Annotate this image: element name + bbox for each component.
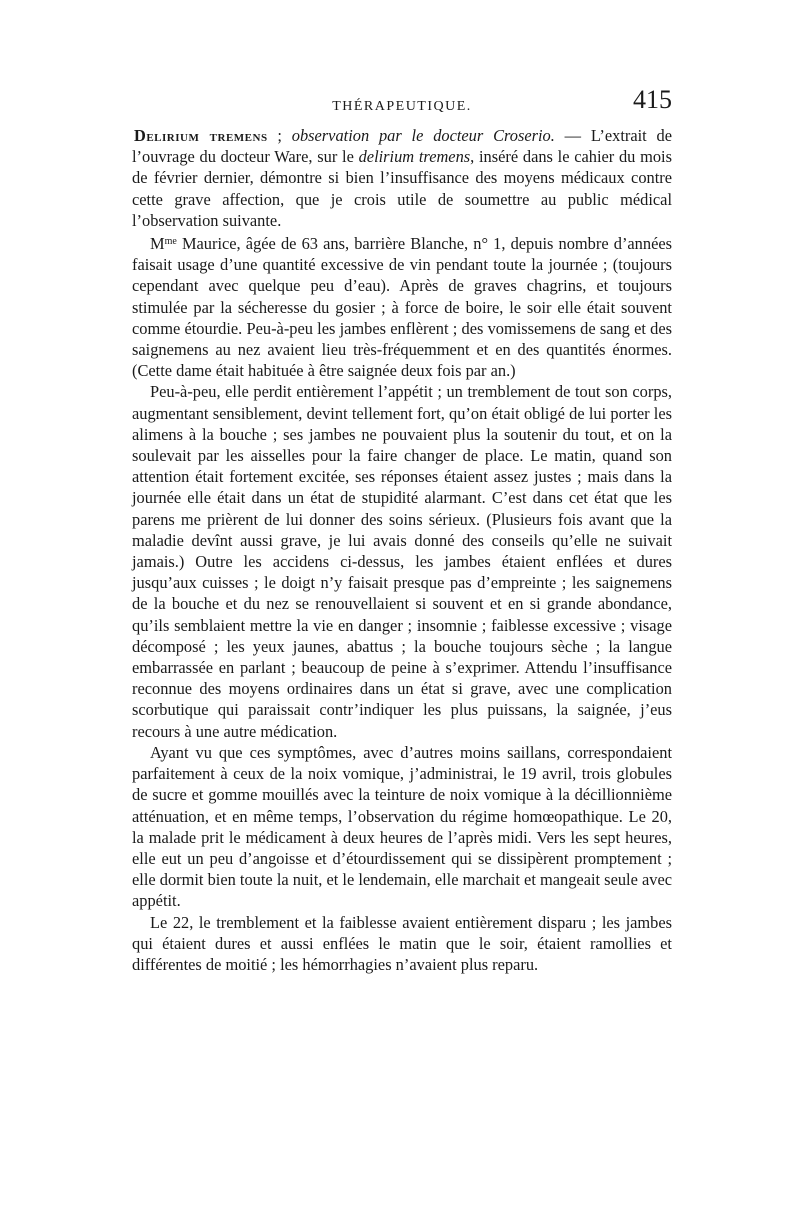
paragraph-symptoms: Peu-à-peu, elle perdit entièrement l’appétit ; un tremblement de tout son corps, augmentant sensiblement, devint tellement fort, qu’on était obligé de lui porter les alimens à la bouche ; ses jambes ne pouvaient plus la soutenir du tout, et on la soulevait par les aisselles pour la faire changer de place. Le matin, quand son attention était fortement excitée, ses réponses étaient assez justes ; mais dans la journée elle était dans un état de stupidité alarmant. C’est dans cet état que les parens me prièrent de lui donner des soins sérieux. (Plusieurs fois avant que la maladie devînt aussi grave, je lui avais donné des conseils qu’elle ne suivait jamais.) Outre les accidens ci-dessus, les jambes étaient enflées et dures jusqu’aux cuisses ; le doigt n’y faisait presque pas d’empreinte ; les saignemens de la bouche et du nez se renouvellaient si souvent et en si grande abondance, qu’ils semblaient mettre la vie en danger ; insomnie ; faiblesse excessive ; visage décomposé ; les yeux jaunes, abattus ; la bouche toujours sèche ; la langue embarrassée en parlant ; beaucoup de peine à s’exprimer. Attendu l’insuffisance reconnue des moyens ordinaires dans un état si grave, avec une complication scorbutique qui paraissait contr’indiquer les plus puissans, la saignée, j’eus recours à une autre médication. — [132, 382, 672, 741]
intro-text-a: — L’extrait de l’ouvrage du docteur Ware, sur le — [132, 126, 672, 167]
book-page — [132, 85, 672, 975]
paragraph-treatment: Ayant vu que ces symptômes, avec d’autres moins saillans, correspondaient parfaitement à ceux de la noix vomique, j’administrai, le 19 avril, trois globules de sucre et gomme mouillés avec la teinture de noix vomique à la décillionnième atténuation, et en même temps, l’observation du régime homœopathique. Le 20, la malade prit le médicament à deux heures de l’après midi. Vers les sept heures, elle eut un peu d’angoisse et d’étourdissement qui se dissipèrent promptement ; elle dormit bien toute la nuit, et le lendemain, elle marchait et mangeait seule avec appétit. — [132, 742, 672, 911]
patient-title: M — [150, 234, 165, 254]
paragraph-patient — [132, 231, 672, 381]
paragraph-intro — [132, 125, 672, 231]
page-header — [132, 85, 672, 125]
patient-text: Maurice, âgée de 63 ans, barrière Blanche, n° 1, depuis nombre d’années faisait usage d’une quantité excessive de vin pendant toute la journée ; (toujours cependant avec quelque peu d’eau). Après de graves chagrins, et toujours stimulée par la sécheresse du gosier ; à force de boire, le soir elle était souvent comme étourdie. Peu-à-peu les jambes enflèrent ; des vomissemens de sang et des saignemens au nez avaient lieu très-fréquemment et en des quantités énormes. (Cette dame était habituée à être saignée deux fois par an.) — [132, 234, 672, 381]
article-byline: observation par le docteur Croserio. — [291, 126, 555, 145]
paragraph-outcome: Le 22, le tremblement et la faiblesse avaient entièrement disparu ; les jambes qui étaient dures et aussi enflées le matin que le soir, étaient ramollies et différentes de moitié ; les hémorrhagies n’avaient plus reparu. — [132, 912, 672, 974]
intro-term: delirium tremens — [358, 147, 471, 167]
intro-text-b: , inséré dans le cahier du mois de février dernier, démontre si bien l’insuffisance des moyens médicaux contre cette grave affection, que je crois utile de soumettre au public médical l’observation suivante. — [132, 147, 672, 230]
heading-separator: ; — [267, 126, 292, 145]
patient-title-superscript: me — [164, 236, 177, 248]
running-title: THÉRAPEUTIQUE. — [332, 99, 472, 114]
page-number: 415 — [633, 85, 672, 114]
article-heading: Delirium tremens — [134, 126, 268, 145]
